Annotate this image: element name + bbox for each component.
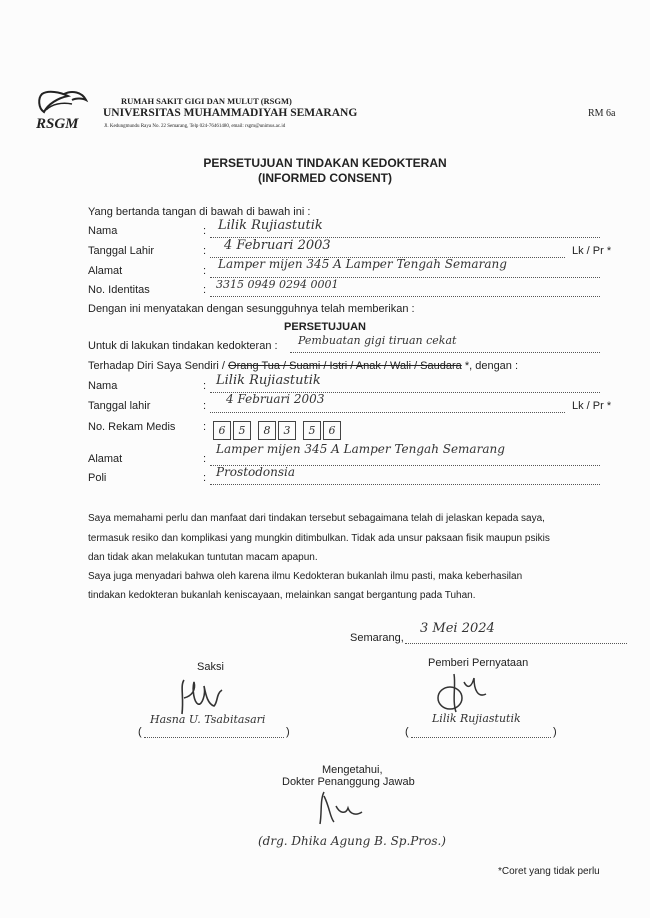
colon: : (203, 225, 207, 237)
signer-dob-label: Tanggal Lahir (88, 245, 155, 257)
medical-record-digit[interactable]: 6 (213, 421, 231, 440)
declarant-label: Pemberi Pernyataan (428, 657, 529, 669)
witness-open-paren: ( (138, 726, 142, 738)
responsible-doctor-label: Dokter Penanggung Jawab (282, 776, 415, 788)
declarant-signature-icon (430, 670, 500, 716)
declarant-name[interactable]: Lilik Rujiastutik (432, 712, 521, 725)
medical-record-digit[interactable]: 5 (303, 421, 321, 440)
paragraph-1-line: termasuk resiko dan komplikasi yang mungkin ditimbulkan. Tidak ada unsur paksaan fisik maupun psikis (88, 533, 550, 544)
paragraph-1-line: dan tidak akan melakukan tuntutan macam apapun. (88, 552, 318, 563)
paragraph-1-line: Saya memahami perlu dan manfaat dari tindakan tersebut sebagaimana telah di jelaskan kepada saya, (88, 513, 545, 524)
signer-id-line (210, 296, 600, 297)
signer-name-value[interactable]: Lilik Rujiastutik (218, 218, 323, 233)
colon: : (203, 284, 207, 296)
medical-record-digit[interactable]: 6 (323, 421, 341, 440)
patient-dob-value[interactable]: 4 Februari 2003 (226, 392, 325, 406)
patient-dob-label: Tanggal lahir (88, 400, 151, 412)
place-label: Semarang, (350, 632, 404, 644)
medical-record-digit[interactable]: 8 (258, 421, 276, 440)
date-line (405, 643, 627, 644)
statement-text: Dengan ini menyatakan dengan sesungguhnya telah memberikan : (88, 303, 415, 315)
colon: : (203, 453, 207, 465)
medical-record-digit[interactable]: 5 (233, 421, 251, 440)
signing-date[interactable]: 3 Mei 2024 (420, 621, 495, 636)
declarant-close-paren: ) (553, 726, 557, 738)
witness-close-paren: ) (286, 726, 290, 738)
witness-name[interactable]: Hasna U. Tsabitasari (150, 713, 266, 726)
doctor-signature-icon (310, 788, 370, 828)
poli-value[interactable]: Prostodonsia (216, 465, 296, 479)
relation-prefix: Terhadap Diri Saya Sendiri / (88, 360, 229, 372)
procedure-line (290, 352, 600, 353)
colon: : (203, 380, 207, 392)
relation-struck-options: Orang Tua / Suami / Istri / Anak / Wali / Saudara (228, 360, 462, 372)
patient-dob-line (210, 412, 565, 413)
colon: : (203, 400, 207, 412)
footnote: *Coret yang tidak perlu (498, 866, 600, 877)
medical-record-digit[interactable]: 3 (278, 421, 296, 440)
hospital-name-line2: UNIVERSITAS MUHAMMADIYAH SEMARANG (103, 107, 358, 119)
relation-suffix: *, dengan : (461, 360, 519, 372)
patient-name-value[interactable]: Lilik Rujiastutik (216, 373, 321, 388)
form-code: RM 6a (588, 108, 616, 119)
paragraph-2-line: tindakan kedokteran bukanlah keniscayaan, melainkan sangat bergantung pada Tuhan. (88, 590, 476, 601)
poli-label: Poli (88, 472, 107, 484)
form-title: PERSETUJUAN TINDAKAN KEDOKTERAN (203, 156, 447, 170)
signer-name-label: Nama (88, 225, 118, 237)
doctor-name[interactable]: (drg. Dhika Agung B. Sp.Pros.) (258, 834, 446, 848)
witness-label: Saksi (197, 661, 224, 673)
colon: : (203, 421, 207, 433)
signer-gender-options[interactable]: Lk / Pr * (572, 245, 612, 257)
signer-address-value[interactable]: Lamper mijen 345 A Lamper Tengah Semarang (218, 257, 507, 271)
colon: : (203, 472, 207, 484)
patient-address-value[interactable]: Lamper mijen 345 A Lamper Tengah Semarang (216, 442, 505, 456)
relation-line (88, 360, 518, 372)
colon: : (203, 265, 207, 277)
form-subtitle: (INFORMED CONSENT) (258, 171, 392, 185)
patient-gender-options[interactable]: Lk / Pr * (572, 400, 612, 412)
signer-address-label: Alamat (88, 265, 123, 277)
paragraph-2-line: Saya juga menyadari bahwa oleh karena ilmu Kedokteran bukanlah ilmu pasti, maka keberhasilan (88, 571, 523, 582)
colon: : (203, 245, 207, 257)
witness-signature-icon (172, 676, 242, 718)
declarant-open-paren: ( (405, 726, 409, 738)
intro-text: Yang bertanda tangan di bawah di bawah ini : (88, 206, 311, 218)
signer-id-label: No. Identitas (88, 284, 150, 296)
signer-id-value[interactable]: 3315 0949 0294 0001 (216, 278, 339, 291)
acknowledged-label: Mengetahui, (322, 764, 383, 776)
signer-dob-value[interactable]: 4 Februari 2003 (224, 238, 331, 253)
patient-name-label: Nama (88, 380, 118, 392)
poli-line (210, 484, 600, 485)
logo-text: RSGM (36, 116, 79, 132)
medical-record-label: No. Rekam Medis (88, 421, 176, 433)
hospital-name-line1: RUMAH SAKIT GIGI DAN MULUT (RSGM) (121, 96, 292, 106)
witness-line (144, 737, 284, 738)
persetujuan-heading: PERSETUJUAN (284, 321, 366, 333)
procedure-label: Untuk di lakukan tindakan kedokteran : (88, 340, 278, 352)
hospital-address: Jl. Kedungmundu Raya No. 22 Semarang, Telp 024-76461480, email: rsgm@unimus.ac.id (104, 124, 286, 129)
patient-address-label: Alamat (88, 453, 123, 465)
procedure-value[interactable]: Pembuatan gigi tiruan cekat (298, 334, 457, 347)
declarant-line (411, 737, 551, 738)
